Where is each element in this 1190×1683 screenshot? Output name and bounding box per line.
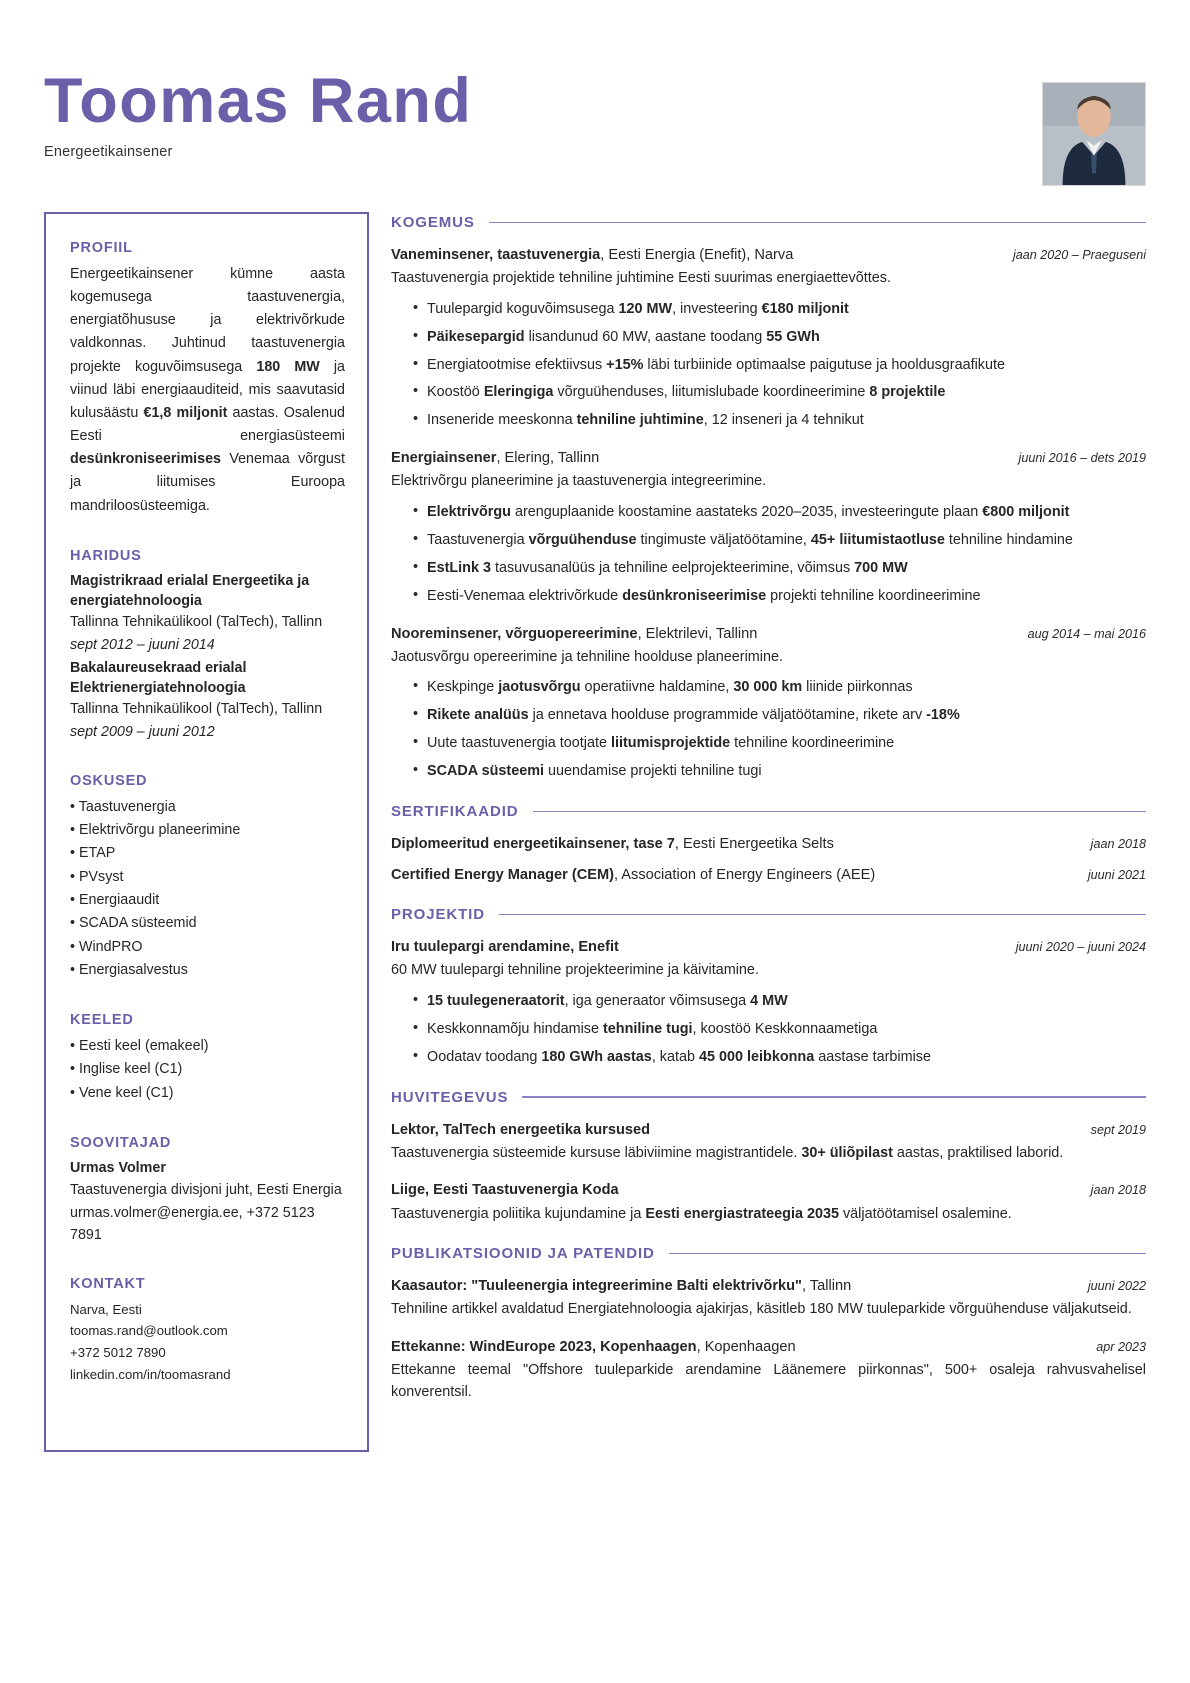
entry	[391, 1276, 1146, 1321]
entry-bullet: • Taastuvenergia võrguühenduse tingimuste väljatöötamine, 45+ liitumistaotluse tehniline hindamine	[413, 530, 1146, 552]
contact-line: toomas.rand@outlook.com	[70, 1323, 228, 1339]
entry-title: Vaneminsener, taastuvenergia, Eesti Energia (Enefit), Narva	[391, 247, 794, 263]
language-item: • Inglise keel (C1)	[70, 1058, 345, 1081]
education-list	[70, 571, 345, 743]
skill-item: • Energiaaudit	[70, 889, 345, 912]
sidebar-section-skills	[70, 773, 345, 982]
entry-title: Energiainsener, Elering, Tallinn	[391, 450, 600, 467]
section-title-projects: PROJEKTID	[391, 906, 485, 924]
section-rule	[522, 1096, 1146, 1098]
profile-summary: Energeetikainsener kümne aasta kogemusega taastuvenergia, energiatõhususe ja elektrivõrkude valdkonnas. Juhtinud taastuvenergia projekte koguvõimsusega 180 MW ja viinud läbi energiaauditeid, mis saavutasid kulusäästu €1,8 miljonit aastas. Osalenud Eesti energiasüsteemi desünkroniseerimises Venemaa võrgust ja liitumises Euroopa mandriloosüsteemiga.	[70, 266, 345, 514]
sidebar-heading-skills: OSKUSED	[70, 772, 148, 789]
sidebar-heading-languages: KEELED	[70, 1012, 134, 1029]
entry-bullet: • Eesti-Venemaa elektrivõrkude desünkroniseerimise projekti tehniline koordineerimine	[413, 586, 1146, 608]
sidebar-section-education	[70, 548, 345, 743]
certificate-row	[391, 865, 1146, 886]
entry-bullet: • Oodatav toodang 180 GWh aastas, katab 45 000 leibkonna aastase tarbimise	[413, 1047, 1146, 1069]
entry-bullet: • Keskkonnamõju hindamise tehniline tugi, koostöö Keskkonnaametiga	[413, 1019, 1146, 1041]
section-projects	[391, 906, 1146, 1068]
language-item: • Vene keel (C1)	[70, 1082, 345, 1105]
entry-title: Kaasautor: "Tuuleenergia integreerimine Balti elektrivõrku", Tallinn	[391, 1278, 852, 1295]
certificate-date: juuni 2021	[1087, 868, 1146, 883]
section-experience	[391, 214, 1146, 783]
sidebar-section-references	[70, 1135, 345, 1246]
section-rule	[499, 914, 1146, 916]
entry-bullet: • 15 tuulegeneraatorit, iga generaator võimsusega 4 MW	[413, 991, 1146, 1013]
publication-entries	[391, 1276, 1146, 1403]
certificate-text: Certified Energy Manager (CEM), Association of Energy Engineers (AEE)	[391, 867, 876, 884]
entry	[391, 448, 1146, 607]
section-rule	[533, 811, 1146, 813]
entry-bullet: • EstLink 3 tasuvusanalüüs ja tehniline eelprojekteerimine, võimsus 700 MW	[413, 558, 1146, 580]
education-institution: Tallinna Tehnikaülikool (TalTech), Tallinn	[70, 701, 323, 718]
entry-date: juuni 2020 – juuni 2024	[1015, 940, 1146, 955]
reference-name: Urmas Volmer	[70, 1160, 166, 1177]
skills-list	[70, 796, 345, 982]
entry-title: Lektor, TalTech energeetika kursused	[391, 1121, 651, 1138]
section-activities	[391, 1089, 1146, 1226]
entry-bullet: • Rikete analüüs ja ennetava hoolduse programmide väljatöötamine, rikete arv -18%	[413, 705, 1146, 727]
entry-header	[391, 1180, 1146, 1201]
sidebar-heading-education: HARIDUS	[70, 547, 142, 564]
skill-item: • WindPRO	[70, 936, 345, 959]
candidate-job-title: Energeetikainsener	[44, 144, 173, 161]
reference-role: Taastuvenergia divisjoni juht, Eesti Energia	[70, 1182, 342, 1199]
activity-entries	[391, 1120, 1146, 1226]
entry-header	[391, 937, 1146, 958]
entry-header	[391, 245, 1146, 266]
resume-body	[44, 212, 1146, 1452]
entry-description: Ettekanne teemal "Offshore tuuleparkide arendamine Läänemere piirkonnas", 500+ osaleja rahvusvahelisel konverentsil.	[391, 1362, 1146, 1400]
certificate-list	[391, 834, 1146, 886]
certificate-date: jaan 2018	[1090, 836, 1146, 851]
entry-description: Taastuvenergia süsteemide kursuse läbiviimine magistrantidele. 30+ üliõpilast aastas, praktilised laborid.	[391, 1144, 1064, 1161]
certificate-row	[391, 834, 1146, 855]
entry	[391, 624, 1146, 783]
section-head-projects	[391, 906, 1146, 923]
section-title-certificates: SERTIFIKAADID	[391, 802, 519, 820]
entry-date: aug 2014 – mai 2016	[1027, 626, 1146, 641]
section-rule	[669, 1253, 1146, 1255]
section-title-publications: PUBLIKATSIOONID JA PATENDID	[391, 1245, 655, 1263]
entry-bullet: • Energiatootmise efektiivsus +15% läbi turbiinide optimaalse paigutuse ja hooldusgraafikute	[413, 355, 1146, 377]
section-head-certificates	[391, 803, 1146, 820]
entry	[391, 1337, 1146, 1403]
education-degree: Magistrikraad erialal Energeetika ja energiatehnoloogia	[70, 572, 310, 610]
education-date: sept 2009 – juuni 2012	[70, 723, 215, 740]
section-head-experience	[391, 214, 1146, 231]
section-publications	[391, 1245, 1146, 1403]
entry-description: Jaotusvõrgu opereerimine ja tehniline hoolduse planeerimine.	[391, 648, 783, 665]
sidebar	[44, 212, 369, 1452]
education-institution: Tallinna Tehnikaülikool (TalTech), Tallinn	[70, 614, 323, 631]
profile-photo-illustration	[1043, 83, 1145, 185]
entry-date: apr 2023	[1096, 1339, 1146, 1354]
sidebar-heading-profile: PROFIIL	[70, 240, 133, 256]
entry-description: 60 MW tuulepargi tehniline projekteerimine ja käivitamine.	[391, 962, 759, 979]
section-head-activities	[391, 1089, 1146, 1106]
entry	[391, 1120, 1146, 1165]
entry-header	[391, 1276, 1146, 1297]
entry-bullet: • Koostöö Eleringiga võrguühenduses, liitumislubade koordineerimine 8 projektile	[413, 382, 1146, 404]
skill-item: • SCADA süsteemid	[70, 912, 345, 935]
contact-line: linkedin.com/in/toomasrand	[70, 1366, 231, 1382]
entry-bullet: • Päikesepargid lisandunud 60 MW, aastane toodang 55 GWh	[413, 327, 1146, 349]
sidebar-section-languages	[70, 1012, 345, 1105]
contact-line: Narva, Eesti	[70, 1301, 142, 1317]
contact-list	[70, 1299, 345, 1385]
entry-header	[391, 1337, 1146, 1358]
entry-date: jaan 2018	[1090, 1183, 1146, 1198]
entry-date: juuni 2016 – dets 2019	[1018, 451, 1146, 466]
entry-bullet-list	[391, 502, 1146, 608]
education-item	[70, 658, 345, 743]
entry-header	[391, 448, 1146, 469]
entry-description: Tehniline artikkel avaldatud Energiatehnoloogia ajakirjas, käsitleb 180 MW tuuleparkide võrguühenduse väljakutseid.	[391, 1301, 1132, 1318]
section-rule	[489, 222, 1146, 224]
skill-item: • PVsyst	[70, 866, 345, 889]
experience-entries	[391, 245, 1146, 783]
entry	[391, 245, 1146, 432]
contact-line: +372 5012 7890	[70, 1344, 166, 1360]
entry-description: Taastuvenergia projektide tehniline juhtimine Eesti suurimas energiaettevõttes.	[391, 270, 891, 287]
candidate-name: Toomas Rand	[44, 66, 473, 136]
entry-bullet-list	[391, 299, 1146, 432]
education-date: sept 2012 – juuni 2014	[70, 636, 215, 653]
project-entries	[391, 937, 1146, 1068]
section-head-publications	[391, 1245, 1146, 1262]
section-certificates	[391, 803, 1146, 886]
section-title-experience: KOGEMUS	[391, 214, 475, 231]
entry-title: Iru tuulepargi arendamine, Enefit	[391, 939, 619, 956]
entry-bullet: • Uute taastuvenergia tootjate liitumisprojektide tehniline koordineerimine	[413, 733, 1146, 755]
entry-bullet: • Elektrivõrgu arenguplaanide koostamine aastateks 2020–2035, investeeringute plaan €800 miljonit	[413, 502, 1146, 524]
entry-header	[391, 1120, 1146, 1141]
reference-contact: urmas.volmer@energia.ee, +372 5123 7891	[70, 1204, 315, 1243]
sidebar-heading-references: SOOVITAJAD	[70, 1135, 172, 1152]
skill-item: • ETAP	[70, 842, 345, 865]
skill-item: • Taastuvenergia	[70, 796, 345, 819]
entry-bullet: • Inseneride meeskonna tehniline juhtimine, 12 inseneri ja 4 tehnikut	[413, 410, 1146, 432]
entry	[391, 1180, 1146, 1225]
entry-bullet: • Tuulepargid koguvõimsusega 120 MW, investeering €180 miljonit	[413, 299, 1146, 321]
entry-bullet-list	[391, 991, 1146, 1069]
section-title-activities: HUVITEGEVUS	[391, 1088, 509, 1106]
main-column	[391, 212, 1146, 1423]
skill-item: • Elektrivõrgu planeerimine	[70, 819, 345, 842]
entry-title: Ettekanne: WindEurope 2023, Kopenhaagen, Kopenhaagen	[391, 1338, 796, 1355]
entry-header	[391, 624, 1146, 645]
entry-bullet: • Keskpinge jaotusvõrgu operatiivne haldamine, 30 000 km liinide piirkonnas	[413, 677, 1146, 699]
skill-item: • Energiasalvestus	[70, 959, 345, 982]
resume-header	[44, 68, 1146, 188]
entry-title: Nooreminsener, võrguopereerimine, Elektrilevi, Tallinn	[391, 625, 758, 642]
language-item: • Eesti keel (emakeel)	[70, 1035, 345, 1058]
entry-date: sept 2019	[1090, 1122, 1146, 1137]
education-item	[70, 571, 345, 656]
entry-description: Taastuvenergia poliitika kujundamine ja Eesti energiastrateegia 2035 väljatöötamisel osalemine.	[391, 1205, 1012, 1222]
entry	[391, 937, 1146, 1068]
sidebar-heading-contact: KONTAKT	[70, 1275, 146, 1292]
entry-description: Elektrivõrgu planeerimine ja taastuvenergia integreerimine.	[391, 473, 767, 490]
entry-title: Liige, Eesti Taastuvenergia Koda	[391, 1182, 619, 1199]
entry-date: juuni 2022	[1087, 1279, 1146, 1294]
certificate-text: Diplomeeritud energeetikainsener, tase 7, Eesti Energeetika Selts	[391, 835, 834, 852]
sidebar-section-profile	[70, 240, 345, 518]
sidebar-section-contact	[70, 1276, 345, 1385]
profile-photo	[1042, 82, 1146, 186]
entry-bullet: • SCADA süsteemi uuendamise projekti tehniline tugi	[413, 761, 1146, 783]
entry-date: jaan 2020 – Praeguseni	[1012, 248, 1146, 262]
education-degree: Bakalaureusekraad erialal Elektrienergiatehnoloogia	[70, 659, 247, 697]
entry-bullet-list	[391, 677, 1146, 783]
languages-list	[70, 1035, 345, 1105]
